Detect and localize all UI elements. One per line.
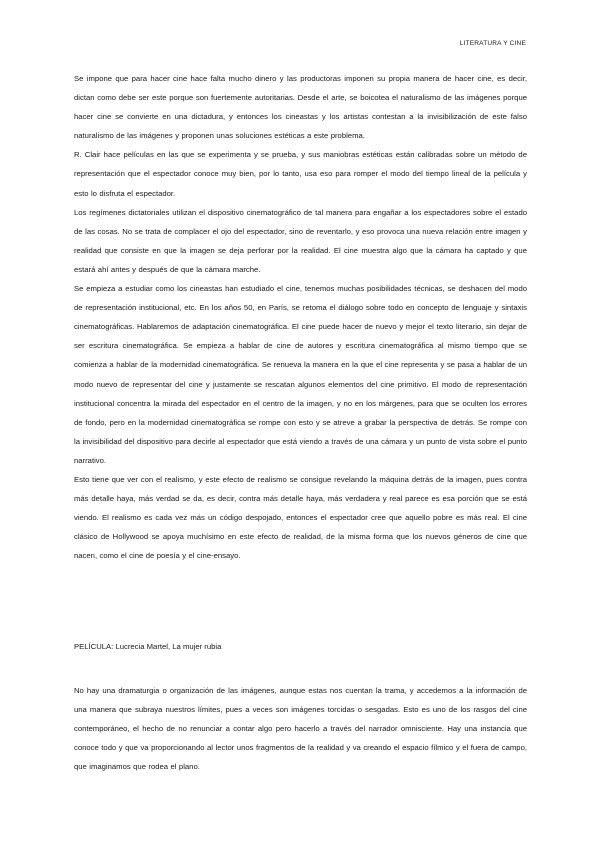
- paragraph: No hay una dramaturgia o organización de las imágenes, aunque estas nos cuentan la trama, y accedemos a la información de una manera que subraya nuestros límites, pues a veces son imágenes torcidas o sesgadas. Esto es uno de los rasgos del cine contemporáneo, el hecho de no renunciar a contar algo pero hacerlo a través del narrador omnisciente. Hay una instancia que conoce todo y que va proporcionando al lector unos fragmentos de la realidad y va creando el espacio fílmico y el fuera de campo, que imaginamos que rodea el plano.: [74, 686, 527, 772]
- paragraph: Se impone que para hacer cine hace falta mucho dinero y las productoras imponen su propia manera de hacer cine, es decir, dictan como debe ser este porque son fuertemente autoritarias. Desde el arte, se boicotea el naturalismo de las imágenes porque hacer cine se convierte en una dictadura, y entonces los cineastas y los artistas contestan a la invisibilización de este falso naturalismo de las imágenes y proponen unas soluciones estéticas a este problema.: [74, 74, 527, 141]
- paragraph: Los regímenes dictatoriales utilizan el dispositivo cinematográfico de tal manera para engañar a los espectadores sobre el estado de las cosas. No se trata de complacer el ojo del espectador, sino de reventarlo, y eso provoca una nueva relación entre imagen y realidad que consiste en que la imagen se deja perforar por la realidad. El cine muestra algo que la cámara ha captado y que estará ahí antes y después de que la cámara marche.: [74, 207, 527, 274]
- film-section: [74, 681, 527, 776]
- body-text: [74, 69, 527, 565]
- film-heading: PELÍCULA: Lucrecia Martel, La mujer rubia: [74, 642, 222, 651]
- paragraph: Se empieza a estudiar como los cineastas han estudiado el cine, tenemos muchas posibilidades técnicas, se deshacen del modo de representación institucional, etc. En los años 50, en París, se retoma el diálogo sobre todo en concepto de lenguaje y sintaxis cinematográficas. Hablaremos de adaptación cinematográfica. El cine puede hacer de nuevo y mejor el texto literario, sin dejar de ser escritura cinematográfica. Se empieza a hablar de cine de autores y escritura cinematográfica al mismo tiempo que se comienza a hablar de la modernidad cinematográfica. Se renueva la manera en la que el cine representa y se pasa a hablar de un modo nuevo de representar del cine y justamente se rescatan algunos elementos del cine primitivo. El modo de representación institucional concentra la mirada del espectador en el centro de la imagen, y no en los márgenes, para que se oculten los errores de fondo, pero en la modernidad cinematográfica se rompe con esto y se atreve a grabar la perspectiva de detrás. Se rompe con la invisibilidad del dispositivo para decirle al espectador que está viendo a través de una cámara y un punto de vista sobre el punto narrativo.: [74, 284, 527, 465]
- running-header: LITERATURA Y CINE: [459, 40, 526, 47]
- paragraph: R. Clair hace películas en las que se experimenta y se prueba, y sus maniobras estéticas están calibradas sobre un método de representación que el espectador conoce muy bien, por lo tanto, usa eso para romper el modo del tiempo lineal de la película y esto lo disfruta el espectador.: [74, 150, 527, 198]
- paragraph: Esto tiene que ver con el realismo, y este efecto de realismo se consigue revelando la máquina detrás de la imagen, pues contra más detalle haya, más verdad se da, es decir, contra más detalle haya, más verdadera y real parece es esa porción que se está viendo. El realismo es cada vez más un código despojado, entonces el espectador cree que aquello pobre es más real. El cine clásico de Hollywood se apoya muchísimo en este efecto de realidad, de la misma forma que los nuevos géneros de cine que nacen, como el cine de poesía y el cine-ensayo.: [74, 474, 527, 561]
